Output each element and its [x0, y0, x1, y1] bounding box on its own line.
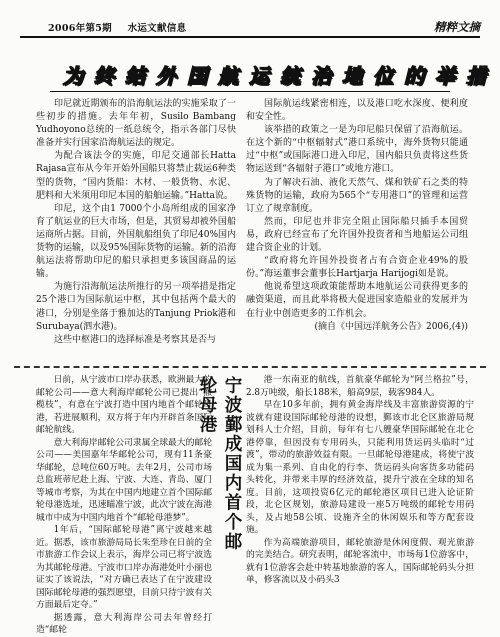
- header-rule: [20, 36, 480, 38]
- banner-title-char: 结: [125, 63, 145, 88]
- banner-title-char: 措: [466, 63, 486, 88]
- banner-title-char: 运: [249, 63, 269, 88]
- article1-paragraph: 他说希望这项政策能帮助本地航运公司获得更多的融资渠道，而且此举将极大促进国家造船业的发展并为在行业中创造更多的工作机会。: [246, 282, 468, 319]
- banner-title: [58, 60, 491, 88]
- article-title-banner: [40, 56, 486, 94]
- article1-paragraph: 为配合该法令的实施，印尼交通部长Hatta Rajasa宣布从今年开始外国船只将禁止载运6种类型的货物，“国内货船：木材、一般货物、水泥、肥料和大米须用印尼本国的船舶运输。”Hatta说。: [36, 151, 236, 201]
- article1-paragraph: 印尼，这个由1 7000个小岛所组成的国家净育了航运业的巨大市场，但是，其贸易却被外国船运商所占据。目前，外国航船组负了印尼40%国内货物的运输，以及95%国际货物的运输。新的沿海航运法将帮助印尼的船只承担更多该国商品的运输。: [36, 203, 237, 280]
- banner-title-char: 治: [311, 63, 331, 88]
- page-header: [0, 0, 500, 40]
- article1-paragraph: 国际航运线紧密相连，以及港口吃水深度、便利度和安全性。: [246, 99, 468, 123]
- banner-title-char: 统: [280, 63, 300, 88]
- banner-title-char: 航: [218, 63, 238, 88]
- banner-title-char: 外: [156, 63, 176, 88]
- article1-paragraph: “政府将允许国外投资者占有合资企业49%的股份。”海运董事会董事长Hartjarja Harijogi如是说。: [246, 256, 468, 280]
- article1-column-left: [36, 98, 236, 347]
- header-left: [48, 20, 198, 34]
- banner-title-char: 举: [435, 63, 455, 88]
- article2-paragraph: 据透露，意大利海岸公司去年曾经打造“邮轮: [36, 612, 212, 635]
- banner-title-char: 终: [94, 63, 114, 88]
- article1-column-right: [246, 98, 468, 334]
- article-divider: [14, 366, 486, 368]
- article2-paragraph: 作为高端旅游项目，邮轮旅游是休闲度假、观光旅游的完美结合。研究表明，邮轮客流中，市场每1位游客中，就有1位游客会赴中转基地旅游的客人，国际邮轮码头分担单，修客流以及小码头3: [246, 537, 474, 585]
- article1-paragraph: 该举措的政策之一是为印尼船只保留了沿海航运。在这个新的“中枢辐射式”港口系统中，海外货物只能通过“中枢”或国际港口进入印尼，国内船只负责将这些货物运送到“各辐射子港口”或地方港口。: [246, 125, 468, 175]
- article2-vertical-title: 宁波鄞成国内首个邮轮母港: [197, 376, 242, 552]
- banner-title-char: 位: [373, 63, 393, 88]
- banner-title-char: 的: [404, 63, 424, 88]
- article2-paragraph: 日前，从宁波市口岸办获悉，欧洲最大的邮轮公司——意大利海岸邮轮公司已提出“撤榄枝”，有意在宁波打造中国内地首个邮轮母港，若进展顺利，双方将于年内开辟首条国际邮轮航线。: [36, 375, 212, 435]
- article2-paragraph: 早在10多年前，拥有黄金海岸线及丰富旅游资源的宁波就有建设国际邮轮母港的设想，鄞该市北仑区旅游局规划科人士介绍，目前，每年有七八艘豪华国际邮轮在北仑港停靠，但因没有专用码头，只能利用货运码头临时“过渡”，带动的旅游效益有限。一旦邮轮母港建成，将使宁波成为集一系列、自由化的行李、货运码头向客货多功能码头转化，并带来丰厚的经济效益，提升宁波在全球的知名度。目前，这项投资6亿元的邮轮港区项目已进入论证阶段，北仑区规划，旅游局建设一座5万吨级的邮轮专用码头，及占地58公顷、设施齐全的休闲娱乐和等方配套设施。: [246, 400, 474, 535]
- article2-paragraph: 1年后，“国际邮轮母港”离宁波越来越近。据悉，该市旅游局局长朱至珍在日前的全市旅游工作会议上表示，海岸公司已将宁波选为其邮轮母港。宁波市口岸办海港处叶小丽也证实了该说法，“对方确已表达了在宁波建设国际邮轮母港的强烈愿望，目前只待宁波有关方面最后定夺。”: [36, 525, 212, 610]
- article1-paragraph: 然而，印尼也并非完全阻止国际船只插手本国贸易，政府已经宣布了允许国外投资者和当地船运公司组建合资企业的计划。: [246, 216, 468, 254]
- banner-underline: [50, 91, 450, 92]
- article1-paragraph: 印尼就近期颁布的沿海航运法的实施采取了一些初步的措施。去年年初，Susilo Bambang Yudhoyono总统的一纸总统令，指示各部门尽快准备并实行国家沿海航运法的规定。: [36, 99, 236, 149]
- publication-name: 水运文献信息: [127, 23, 187, 34]
- article2-paragraph: 意大利海岸邮轮公司隶属全球最大的邮轮公司——美国嘉年华邮轮公司，现有11条豪华邮轮，总吨位60万吨。去年2月，公司市场总监班蒂尼赴上海、宁波、大连、青岛、厦门等城市考察，为其在中国内地建立首个国际邮轮母港选址，迅速瞄准宁波，此次宁波在海港城市中成为中国内地首个“邮轮母港梦”。: [36, 437, 212, 523]
- article2-column-left: [36, 374, 212, 637]
- article1-paragraph: 为了解决石油、液化天然气、煤和铁矿石之类的特殊货物的运输，政府为565个“专用港口”的管理和运营订立了规章制度。: [246, 177, 468, 214]
- banner-title-char: 为: [63, 63, 83, 88]
- article1-source: (摘自《中国远洋航务公告》2006,(4)): [314, 321, 468, 332]
- banner-title-char: 地: [342, 63, 362, 88]
- article2-paragraph: 港一东南亚的航线，首航豪华邮轮为“阿兰格拉”号，2.8万吨级，船长188米，船高9层，载客984人。: [246, 375, 474, 398]
- section-label: 精粹文摘: [434, 20, 480, 34]
- issue-label: 2006年第5期: [48, 23, 112, 34]
- banner-title-char: 国: [187, 63, 207, 88]
- article1-column-right-body: [246, 98, 468, 321]
- article2-column-right: [246, 374, 474, 587]
- article1-paragraph: 这些中枢港口的选择标准是考察其是否与: [54, 334, 217, 345]
- article1-paragraph: 为施行沿海航运法所推行的另一项举措是指定25个港口为国际航运中枢，其中包括两个最大的港口，分别是坐落于雅加达的Tanjung Priok港和Surubaya(泗水港)。: [36, 282, 236, 332]
